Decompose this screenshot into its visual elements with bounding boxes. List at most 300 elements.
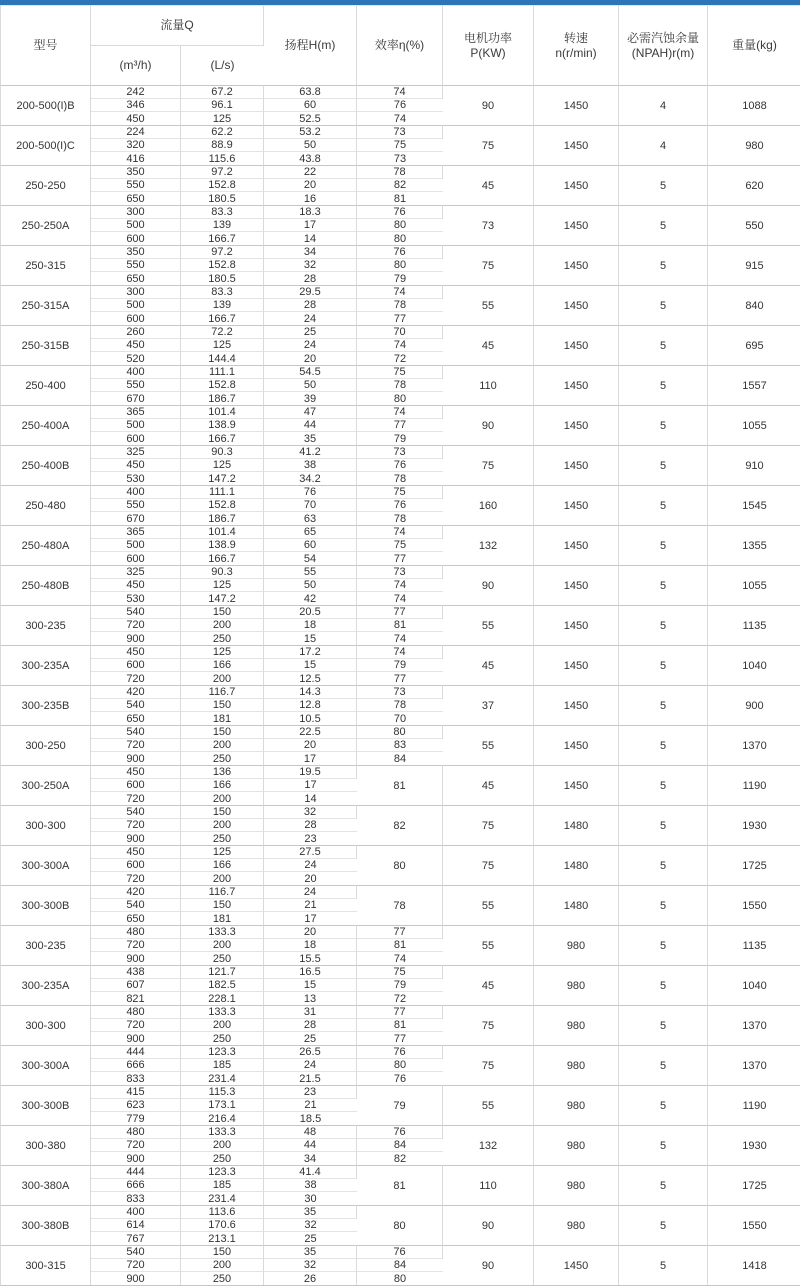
efficiency-cell: 76 (357, 245, 443, 259)
power-cell: 55 (443, 285, 534, 325)
head-cell: 15.5 (264, 952, 357, 965)
flow-m3h-cell: 900 (91, 832, 181, 845)
flow-ls-cell: 72.2 (181, 325, 264, 339)
head-cell: 14 (264, 232, 357, 245)
flow-m3h-cell: 450 (91, 339, 181, 352)
head-cell: 70 (264, 499, 357, 512)
head-cell: 60 (264, 539, 357, 552)
head-cell: 24 (264, 885, 357, 899)
flow-ls-cell: 83.3 (181, 285, 264, 299)
efficiency-cell: 73 (393, 152, 407, 165)
flow-ls-cell: 166 (181, 859, 264, 872)
flow-ls-cell: 150 (181, 805, 264, 819)
speed-cell: 1480 (534, 885, 619, 925)
speed-cell: 1480 (534, 805, 619, 845)
flow-ls-cell: 90.3 (181, 445, 264, 459)
npsh-cell: 5 (619, 365, 708, 405)
efficiency-cell: 79 (357, 979, 443, 992)
head-cell: 15 (264, 979, 357, 992)
head-cell: 26 (264, 1272, 357, 1285)
flow-ls-cell: 101.4 (181, 525, 264, 539)
spec-sub-row (1, 805, 800, 819)
flow-m3h-cell: 779 (91, 1112, 181, 1125)
head-cell: 47 (264, 405, 357, 419)
head-cell: 14 (304, 792, 317, 805)
flow-m3h-cell: 420 (91, 685, 181, 699)
spec-sub-row (1, 925, 800, 939)
head-cell: 21 (264, 899, 357, 912)
spec-sub-row (1, 365, 800, 379)
power-cell: 55 (443, 925, 534, 965)
efficiency-cell: 77 (393, 552, 407, 565)
flow-ls-cell: 186.7 (181, 392, 264, 405)
flow-ls-cell: 166.7 (181, 432, 264, 445)
weight-cell: 1355 (708, 525, 800, 565)
flow-ls-cell: 83.3 (181, 205, 264, 219)
flow-m3h-cell: 650 (91, 192, 181, 205)
flow-m3h-cell: 767 (91, 1232, 181, 1245)
efficiency-cell: 74 (393, 112, 407, 125)
col-header-model: 型号 (1, 6, 91, 85)
flow-m3h-cell: 350 (91, 245, 181, 259)
flow-ls-cell: 90.3 (181, 565, 264, 579)
flow-m3h-cell: 500 (91, 539, 181, 552)
head-cell: 26.5 (264, 1045, 357, 1059)
efficiency-cell: 81 (393, 192, 407, 205)
flow-m3h-cell: 325 (91, 565, 181, 579)
efficiency-cell: 80 (357, 725, 443, 739)
weight-cell: 1725 (708, 845, 800, 885)
weight-cell: 910 (708, 445, 800, 485)
speed-cell: 1450 (534, 565, 619, 605)
head-cell: 14.3 (264, 685, 357, 699)
efficiency-cell: 76 (357, 1245, 443, 1259)
weight-cell: 1135 (708, 925, 800, 965)
flow-ls-cell: 123.3 (181, 1045, 264, 1059)
head-cell: 63.8 (264, 85, 357, 99)
flow-ls-cell: 133.3 (181, 1005, 264, 1019)
efficiency-cell: 81 (357, 939, 443, 952)
efficiency-cell: 73 (357, 445, 443, 459)
flow-m3h-cell: 480 (91, 925, 181, 939)
flow-m3h-cell: 500 (91, 219, 181, 232)
flow-m3h-cell: 821 (91, 992, 181, 1005)
flow-m3h-cell: 833 (91, 1072, 181, 1085)
efficiency-cell: 80 (357, 259, 443, 272)
flow-m3h-cell: 444 (91, 1165, 181, 1179)
head-cell: 54 (264, 552, 357, 565)
flow-m3h-cell: 666 (91, 1179, 181, 1192)
flow-m3h-cell: 600 (91, 432, 181, 445)
power-cell: 75 (443, 445, 534, 485)
spec-table-body (1, 85, 800, 1285)
flow-ls-cell: 138.9 (181, 419, 264, 432)
efficiency-cell: 74 (357, 285, 443, 299)
flow-ls-cell: 200 (181, 739, 264, 752)
efficiency-cell: 75 (357, 539, 443, 552)
flow-ls-cell: 200 (181, 672, 264, 685)
head-cell: 50 (264, 379, 357, 392)
head-cell: 53.2 (264, 125, 357, 139)
speed-cell: 1450 (534, 365, 619, 405)
flow-m3h-cell: 365 (91, 525, 181, 539)
col-header-flow: 流量Q (91, 6, 264, 46)
spec-sub-row (1, 285, 800, 299)
power-cell: 90 (443, 1205, 534, 1245)
model-cell: 250-315B (1, 325, 91, 365)
head-cell: 17 (304, 912, 317, 925)
spec-sub-row (1, 565, 800, 579)
flow-m3h-cell: 720 (91, 739, 181, 752)
head-cell: 44 (264, 1139, 357, 1152)
efficiency-cell: 81 (357, 1019, 443, 1032)
spec-sub-row (1, 885, 800, 899)
head-cell: 20 (264, 739, 357, 752)
power-cell: 75 (443, 245, 534, 285)
power-cell: 110 (443, 365, 534, 405)
flow-m3h-cell: 320 (91, 139, 181, 152)
npsh-cell: 5 (619, 685, 708, 725)
flow-ls-cell: 139 (181, 219, 264, 232)
flow-m3h-cell: 900 (91, 1272, 181, 1285)
speed-cell: 1450 (534, 1245, 619, 1285)
col-header-weight: 重量(kg) (708, 6, 800, 85)
flow-m3h-cell: 614 (91, 1219, 181, 1232)
head-cell: 18 (264, 939, 357, 952)
efficiency-cell: 74 (393, 632, 407, 645)
npsh-cell: 5 (619, 885, 708, 925)
model-cell: 300-300B (1, 1085, 91, 1125)
weight-cell: 1557 (708, 365, 800, 405)
npsh-cell: 5 (619, 525, 708, 565)
efficiency-cell-merged: 80 (357, 1205, 443, 1245)
npsh-cell: 5 (619, 1245, 708, 1285)
flow-ls-cell: 186.7 (181, 512, 264, 525)
npsh-cell: 5 (619, 765, 708, 805)
flow-m3h-cell: 450 (91, 459, 181, 472)
power-cell: 75 (443, 805, 534, 845)
weight-cell: 620 (708, 165, 800, 205)
col-header-flow-m3h: (m³/h) (91, 46, 181, 85)
flow-ls-cell: 147.2 (181, 472, 264, 485)
spec-sub-row (1, 405, 800, 419)
spec-sub-row (1, 1125, 800, 1139)
efficiency-cell: 74 (357, 85, 443, 99)
npsh-cell: 5 (619, 1205, 708, 1245)
head-cell: 31 (264, 1005, 357, 1019)
spec-sub-row (1, 325, 800, 339)
spec-sub-row (1, 205, 800, 219)
power-cell: 75 (443, 1005, 534, 1045)
flow-ls-cell: 152.8 (181, 179, 264, 192)
flow-m3h-cell: 346 (91, 99, 181, 112)
spec-sub-row (1, 1085, 800, 1099)
speed-cell: 980 (534, 1045, 619, 1085)
model-cell: 250-315 (1, 245, 91, 285)
weight-cell: 1545 (708, 485, 800, 525)
weight-cell: 1055 (708, 565, 800, 605)
flow-m3h-cell: 540 (91, 605, 181, 619)
flow-ls-cell: 150 (181, 725, 264, 739)
efficiency-cell: 84 (357, 1259, 443, 1272)
efficiency-cell: 76 (357, 499, 443, 512)
flow-m3h-cell: 400 (91, 1205, 181, 1219)
model-cell: 300-300 (1, 1005, 91, 1045)
speed-header-line1: 转速 (563, 30, 588, 45)
head-cell: 39 (264, 392, 357, 405)
speed-cell: 1450 (534, 165, 619, 205)
flow-ls-cell: 125 (181, 112, 264, 125)
weight-cell: 1930 (708, 805, 800, 845)
speed-cell: 1450 (534, 285, 619, 325)
flow-m3h-cell: 900 (91, 1032, 181, 1045)
head-cell: 54.5 (264, 365, 357, 379)
head-cell: 35 (264, 1245, 357, 1259)
flow-m3h-cell: 520 (91, 352, 181, 365)
npsh-cell: 5 (619, 1165, 708, 1205)
weight-cell: 1370 (708, 725, 800, 765)
weight-cell: 1088 (708, 85, 800, 125)
flow-m3h-cell: 480 (91, 1125, 181, 1139)
model-cell: 250-315A (1, 285, 91, 325)
efficiency-cell: 70 (393, 712, 407, 725)
flow-ls-cell: 166.7 (181, 312, 264, 325)
head-cell: 29.5 (264, 285, 357, 299)
npsh-cell: 5 (619, 405, 708, 445)
speed-cell: 980 (534, 965, 619, 1005)
flow-ls-cell: 185 (181, 1059, 264, 1072)
efficiency-cell: 77 (357, 925, 443, 939)
flow-ls-cell: 200 (181, 1259, 264, 1272)
head-cell: 24 (264, 1059, 357, 1072)
flow-m3h-cell: 900 (91, 752, 181, 765)
head-cell: 18 (264, 619, 357, 632)
flow-ls-cell: 200 (181, 792, 264, 805)
npsh-cell: 5 (619, 805, 708, 845)
efficiency-cell: 75 (357, 965, 443, 979)
flow-m3h-cell: 540 (91, 699, 181, 712)
flow-ls-cell: 88.9 (181, 139, 264, 152)
efficiency-cell: 75 (357, 365, 443, 379)
npsh-cell: 5 (619, 325, 708, 365)
flow-m3h-cell: 540 (91, 1245, 181, 1259)
head-cell: 65 (264, 525, 357, 539)
head-cell: 34.2 (264, 472, 357, 485)
head-cell: 60 (264, 99, 357, 112)
col-header-npsh (619, 6, 708, 85)
speed-cell: 1450 (534, 685, 619, 725)
power-cell: 75 (443, 1045, 534, 1085)
efficiency-cell: 79 (393, 272, 407, 285)
flow-m3h-cell: 623 (91, 1099, 181, 1112)
model-cell: 300-250A (1, 765, 91, 805)
col-header-power (443, 6, 534, 85)
speed-cell: 1450 (534, 125, 619, 165)
flow-m3h-cell: 900 (91, 1152, 181, 1165)
speed-cell: 1450 (534, 325, 619, 365)
flow-m3h-cell: 550 (91, 259, 181, 272)
model-cell: 300-250 (1, 725, 91, 765)
speed-cell: 980 (534, 1125, 619, 1165)
head-cell: 24 (264, 339, 357, 352)
head-cell: 28 (264, 819, 357, 832)
flow-m3h-cell: 720 (91, 792, 181, 805)
npsh-cell: 5 (619, 925, 708, 965)
flow-ls-cell: 150 (181, 699, 264, 712)
npsh-cell: 5 (619, 1125, 708, 1165)
model-cell: 300-235A (1, 645, 91, 685)
efficiency-cell: 78 (357, 699, 443, 712)
flow-m3h-cell: 900 (91, 952, 181, 965)
flow-m3h-cell: 242 (91, 85, 181, 99)
efficiency-cell: 72 (393, 352, 407, 365)
model-cell: 250-250 (1, 165, 91, 205)
power-cell: 90 (443, 85, 534, 125)
speed-cell: 1450 (534, 85, 619, 125)
flow-ls-cell: 133.3 (181, 1125, 264, 1139)
flow-ls-cell: 111.1 (181, 485, 264, 499)
model-cell: 300-300B (1, 885, 91, 925)
efficiency-cell-merged: 82 (357, 805, 443, 845)
flow-m3h-cell: 600 (91, 312, 181, 325)
flow-m3h-cell: 400 (91, 485, 181, 499)
efficiency-cell: 72 (393, 992, 407, 1005)
flow-m3h-cell: 550 (91, 179, 181, 192)
efficiency-cell: 84 (393, 752, 407, 765)
power-cell: 90 (443, 565, 534, 605)
flow-ls-cell: 67.2 (181, 85, 264, 99)
head-cell: 38 (264, 1179, 357, 1192)
pump-spec-table (0, 5, 800, 1286)
col-header-efficiency: 效率η(%) (357, 6, 443, 85)
head-cell: 32 (264, 1219, 357, 1232)
flow-m3h-cell: 600 (91, 232, 181, 245)
model-cell: 300-300 (1, 805, 91, 845)
flow-m3h-cell: 550 (91, 499, 181, 512)
npsh-cell: 5 (619, 1005, 708, 1045)
head-cell: 32 (264, 259, 357, 272)
power-cell: 73 (443, 205, 534, 245)
flow-m3h-cell: 444 (91, 1045, 181, 1059)
efficiency-cell-merged: 81 (357, 1165, 443, 1205)
flow-m3h-cell: 720 (91, 939, 181, 952)
head-cell: 17 (264, 219, 357, 232)
head-cell: 50 (264, 139, 357, 152)
efficiency-cell: 70 (357, 325, 443, 339)
flow-m3h-cell: 530 (91, 472, 181, 485)
power-cell: 90 (443, 405, 534, 445)
flow-m3h-cell: 438 (91, 965, 181, 979)
flow-m3h-cell: 450 (91, 765, 181, 779)
flow-m3h-cell: 325 (91, 445, 181, 459)
efficiency-cell: 78 (357, 165, 443, 179)
model-cell: 200-500(I)B (1, 85, 91, 125)
flow-ls-cell: 166.7 (181, 552, 264, 565)
model-cell: 250-480A (1, 525, 91, 565)
head-cell: 32 (264, 805, 357, 819)
head-cell: 23 (264, 1085, 357, 1099)
flow-ls-cell: 231.4 (181, 1072, 264, 1085)
efficiency-cell-merged: 79 (357, 1085, 443, 1125)
model-cell: 300-300A (1, 845, 91, 885)
head-cell: 13 (264, 992, 357, 1005)
head-cell: 20.5 (264, 605, 357, 619)
head-cell: 38 (264, 459, 357, 472)
flow-ls-cell: 113.6 (181, 1205, 264, 1219)
flow-ls-cell: 125 (181, 339, 264, 352)
flow-ls-cell: 125 (181, 845, 264, 859)
flow-ls-cell: 115.6 (181, 152, 264, 165)
power-cell: 45 (443, 325, 534, 365)
weight-cell: 1725 (708, 1165, 800, 1205)
efficiency-cell: 78 (393, 512, 407, 525)
weight-cell: 1055 (708, 405, 800, 445)
flow-ls-cell: 152.8 (181, 379, 264, 392)
model-cell: 250-480 (1, 485, 91, 525)
flow-ls-cell: 152.8 (181, 259, 264, 272)
npsh-cell: 5 (619, 285, 708, 325)
flow-ls-cell: 228.1 (181, 992, 264, 1005)
flow-ls-cell: 182.5 (181, 979, 264, 992)
npsh-cell: 5 (619, 165, 708, 205)
flow-ls-cell: 150 (181, 899, 264, 912)
weight-cell: 1930 (708, 1125, 800, 1165)
spec-sub-row (1, 1045, 800, 1059)
spec-sub-row (1, 1205, 800, 1219)
flow-ls-cell: 185 (181, 1179, 264, 1192)
spec-sub-row (1, 165, 800, 179)
flow-ls-cell: 170.6 (181, 1219, 264, 1232)
efficiency-cell: 77 (357, 1005, 443, 1019)
spec-sub-row (1, 765, 800, 779)
weight-cell: 1190 (708, 1085, 800, 1125)
spec-sub-row (1, 605, 800, 619)
flow-m3h-cell: 720 (91, 1019, 181, 1032)
head-cell: 22.5 (264, 725, 357, 739)
head-cell: 30 (304, 1192, 317, 1205)
spec-sub-row (1, 725, 800, 739)
npsh-cell: 5 (619, 565, 708, 605)
flow-m3h-cell: 720 (91, 872, 181, 885)
efficiency-cell: 80 (357, 1059, 443, 1072)
flow-m3h-cell: 720 (91, 1139, 181, 1152)
efficiency-cell: 80 (393, 232, 407, 245)
efficiency-cell: 75 (357, 485, 443, 499)
head-cell: 21.5 (264, 1072, 357, 1085)
efficiency-cell: 78 (393, 472, 407, 485)
head-cell: 20 (264, 925, 357, 939)
npsh-cell: 5 (619, 445, 708, 485)
flow-ls-cell: 139 (181, 299, 264, 312)
flow-m3h-cell: 600 (91, 659, 181, 672)
flow-ls-cell: 152.8 (181, 499, 264, 512)
flow-m3h-cell: 300 (91, 205, 181, 219)
flow-ls-cell: 166.7 (181, 232, 264, 245)
flow-m3h-cell: 450 (91, 645, 181, 659)
speed-cell: 980 (534, 925, 619, 965)
flow-ls-cell: 250 (181, 632, 264, 645)
model-cell: 250-480B (1, 565, 91, 605)
flow-ls-cell: 200 (181, 872, 264, 885)
model-cell: 300-235 (1, 605, 91, 645)
flow-ls-cell: 250 (181, 952, 264, 965)
flow-ls-cell: 200 (181, 1019, 264, 1032)
speed-cell: 980 (534, 1085, 619, 1125)
npsh-cell: 4 (619, 85, 708, 125)
flow-ls-cell: 200 (181, 819, 264, 832)
head-cell: 24 (264, 859, 357, 872)
power-cell: 110 (443, 1165, 534, 1205)
